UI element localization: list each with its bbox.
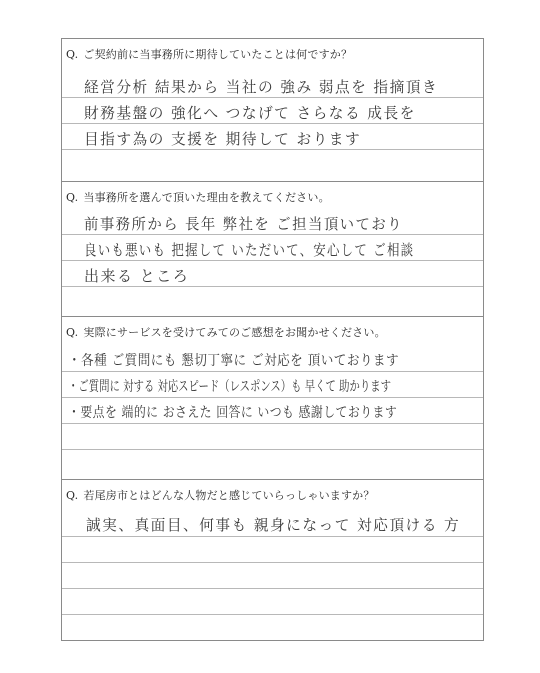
question-2-mark: Q. (66, 191, 79, 204)
answer-line (62, 286, 483, 287)
answer-3-line-1: ・各種 ご質問にも 懇切丁寧に ご対応を 頂いております (68, 353, 400, 369)
question-section-2 (62, 181, 483, 317)
answer-line (62, 588, 483, 589)
question-4-text: 若尾房市とはどんな人物だと感じていらっしゃいますか？ (83, 489, 375, 502)
answer-4-line-1: 誠実、真面目、何事も 親身になって 対応頂ける 方 (86, 516, 461, 534)
question-section-3 (62, 316, 483, 480)
answer-line (62, 397, 483, 398)
answer-1-line-3: 目指す為の 支援を 期待して おります (84, 130, 362, 148)
answer-line (62, 260, 483, 261)
question-4-mark: Q. (66, 489, 79, 502)
answer-line (62, 123, 483, 124)
answer-2-line-3: 出来る ところ (84, 267, 190, 285)
survey-sheet (61, 38, 484, 641)
question-1-label (66, 46, 352, 62)
answer-1-line-2: 財務基盤の 強化へ つなげて さらなる 成長を (84, 104, 416, 122)
question-2-label (66, 189, 330, 205)
answer-line (62, 449, 483, 450)
answer-2-line-1: 前事務所から 長年 弊社を ご担当頂いており (84, 215, 404, 233)
answer-line (62, 536, 483, 537)
question-section-1 (62, 39, 483, 181)
answer-line (62, 149, 483, 150)
question-2-text: 当事務所を選んで頂いた理由を教えてください。 (83, 191, 330, 204)
question-1-mark: Q. (66, 48, 79, 61)
question-1-text: ご契約前に当事務所に期待していたことは何ですか？ (83, 48, 353, 61)
question-3-mark: Q. (66, 326, 79, 339)
question-4-label (66, 487, 375, 503)
answer-1-line-1: 経営分析 結果から 当社の 強み 弱点を 指摘頂き (84, 78, 439, 96)
answer-3-line-3: ・要点を 端的に おさえた 回答に いつも 感謝しております (68, 405, 398, 421)
question-3-label (66, 324, 386, 340)
answer-2-line-2: 良いも悪いも 把握して いただいて、安心して ご相談 (84, 241, 415, 259)
answer-line (62, 562, 483, 563)
question-3-text: 実際にサービスを受けてみてのご感想をお聞かせください。 (83, 326, 386, 339)
answer-3-line-2: ・ご質問に 対する 対応スピード（レスポンス）も 早くて 助かります (68, 379, 391, 395)
answer-line (62, 614, 483, 615)
answer-line (62, 371, 483, 372)
answer-line (62, 234, 483, 235)
answer-line (62, 97, 483, 98)
question-section-4 (62, 479, 483, 641)
answer-line (62, 423, 483, 424)
